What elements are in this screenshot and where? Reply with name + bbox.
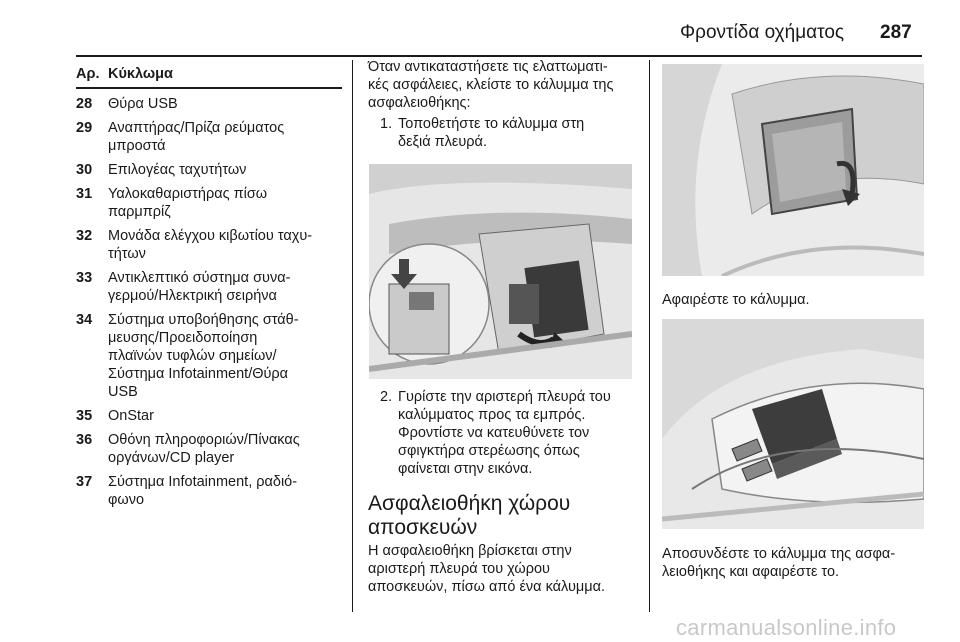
text-line: αριστερή πλευρά του χώρου <box>368 561 550 577</box>
col-number-header: Αρ. <box>76 65 100 82</box>
text-line: Οθόνη πληροφοριών/Πίνακας <box>108 432 300 448</box>
watermark: carmanualsonline.info <box>676 615 897 640</box>
text-line: OnStar <box>108 408 154 424</box>
text-line: γερμού/Ηλεκτρική σειρήνα <box>108 288 277 304</box>
page-number: 287 <box>880 22 912 43</box>
text-line: Φροντίστε να κατευθύνετε τον <box>398 425 590 441</box>
circuit-description <box>108 431 342 467</box>
fuse-number: 31 <box>76 186 93 202</box>
table-body <box>76 95 342 509</box>
step-number: 1. <box>380 116 393 132</box>
text-line: μπροστά <box>108 138 166 154</box>
circuit-description <box>108 227 342 263</box>
caption-1: Αφαιρέστε το κάλυμμα. <box>662 292 810 308</box>
text-line: πλαϊνών τυφλών σημείων/ <box>108 348 277 364</box>
text-line: αποσκευών, πίσω από ένα κάλυμμα. <box>368 579 606 595</box>
circuit-description <box>108 311 342 401</box>
text-line: ασφαλειοθήκης: <box>368 95 471 111</box>
table-row <box>76 161 342 179</box>
text-line: Επιλογέας ταχυτήτων <box>108 162 247 178</box>
text-line: καλύμματος προς τα εμπρός. <box>398 407 586 423</box>
text-line: Σύστημα Infotainment/Θύρα <box>108 366 289 382</box>
step-2 <box>380 388 640 478</box>
table-row <box>76 185 342 221</box>
circuit-description <box>108 119 342 155</box>
fuse-number: 37 <box>76 474 93 490</box>
figure-trunk-fuse-box <box>662 319 924 529</box>
fuse-number: 28 <box>76 96 93 112</box>
circuit-description <box>108 95 342 113</box>
text-line: κές ασφάλειες, κλείστε το κάλυμμα της <box>368 77 614 93</box>
circuit-description <box>108 407 342 425</box>
table-row <box>76 269 342 305</box>
table-row <box>76 227 342 263</box>
text-line: Αναπτήρας/Πρίζα ρεύματος <box>108 120 285 136</box>
circuit-description <box>108 161 342 179</box>
text-line: δεξιά πλευρά. <box>398 134 487 150</box>
text-line: φωνο <box>108 492 145 508</box>
text-line: λειοθήκης και αφαιρέστε το. <box>662 564 840 580</box>
table-row <box>76 119 342 155</box>
circuit-description <box>108 185 342 221</box>
text-line: Γυρίστε την αριστερή πλευρά του <box>398 389 611 405</box>
text-line: σφιγκτήρα στερέωσης όπως <box>398 443 580 459</box>
text-line: Υαλοκαθαριστήρας πίσω <box>108 186 268 202</box>
text-line: Μονάδα ελέγχου κιβωτίου ταχυ- <box>108 228 313 244</box>
table-row <box>76 473 342 509</box>
table-row <box>76 95 342 113</box>
caption-2 <box>662 545 924 581</box>
text-line: Αντικλεπτικό σύστημα συνα- <box>108 270 291 286</box>
text-line: Τοποθετήστε το κάλυμμα στη <box>398 116 585 132</box>
column-2-lower <box>368 388 640 596</box>
text-line: Σύστημα Infotainment, ραδιό- <box>108 474 298 490</box>
step-number: 2. <box>380 389 393 405</box>
header-rule <box>76 55 922 57</box>
intro-paragraph <box>368 58 640 112</box>
fuse-number: 35 <box>76 408 93 424</box>
column-divider <box>649 60 650 612</box>
fuse-number: 34 <box>76 312 93 328</box>
figure-fuse-cover-console <box>369 164 632 379</box>
heading-line: αποσκευών <box>368 516 478 539</box>
page-header-title: Φροντίδα οχήματος <box>680 22 845 43</box>
text-line: Όταν αντικαταστήσετε τις ελαττωματι- <box>368 59 608 75</box>
table-row <box>76 407 342 425</box>
text-line: οργάνων/CD player <box>108 450 235 466</box>
text-line: Θύρα USB <box>108 96 178 112</box>
text-line: Η ασφαλειοθήκη βρίσκεται στην <box>368 543 572 559</box>
text-line: τήτων <box>108 246 146 262</box>
fuse-number: 30 <box>76 162 93 178</box>
column-divider <box>352 60 353 612</box>
fuse-number: 36 <box>76 432 93 448</box>
text-line: Σύστημα υποβοήθησης στάθ- <box>108 312 299 328</box>
step-1 <box>380 115 640 151</box>
circuit-description <box>108 269 342 305</box>
column-2 <box>368 60 640 151</box>
table-header <box>76 60 342 89</box>
section-body <box>368 542 640 596</box>
section-heading <box>368 492 640 540</box>
fuse-number: 29 <box>76 120 93 136</box>
text-line: Αποσυνδέστε το κάλυμμα της ασφα- <box>662 546 896 562</box>
table-row <box>76 311 342 401</box>
text-line: παρμπρίζ <box>108 204 171 220</box>
text-line: φαίνεται στην εικόνα. <box>398 461 533 477</box>
text-line: μευσης/Προειδοποίηση <box>108 330 258 346</box>
col-circuit-header: Κύκλωμα <box>108 65 173 82</box>
fuse-number: 32 <box>76 228 93 244</box>
heading-line: Ασφαλειοθήκη χώρου <box>368 492 571 515</box>
circuit-description <box>108 473 342 509</box>
text-line: USB <box>108 384 138 400</box>
fuse-number: 33 <box>76 270 93 286</box>
table-row <box>76 431 342 467</box>
figure-trunk-cover <box>662 64 924 276</box>
fuse-table <box>76 60 342 509</box>
